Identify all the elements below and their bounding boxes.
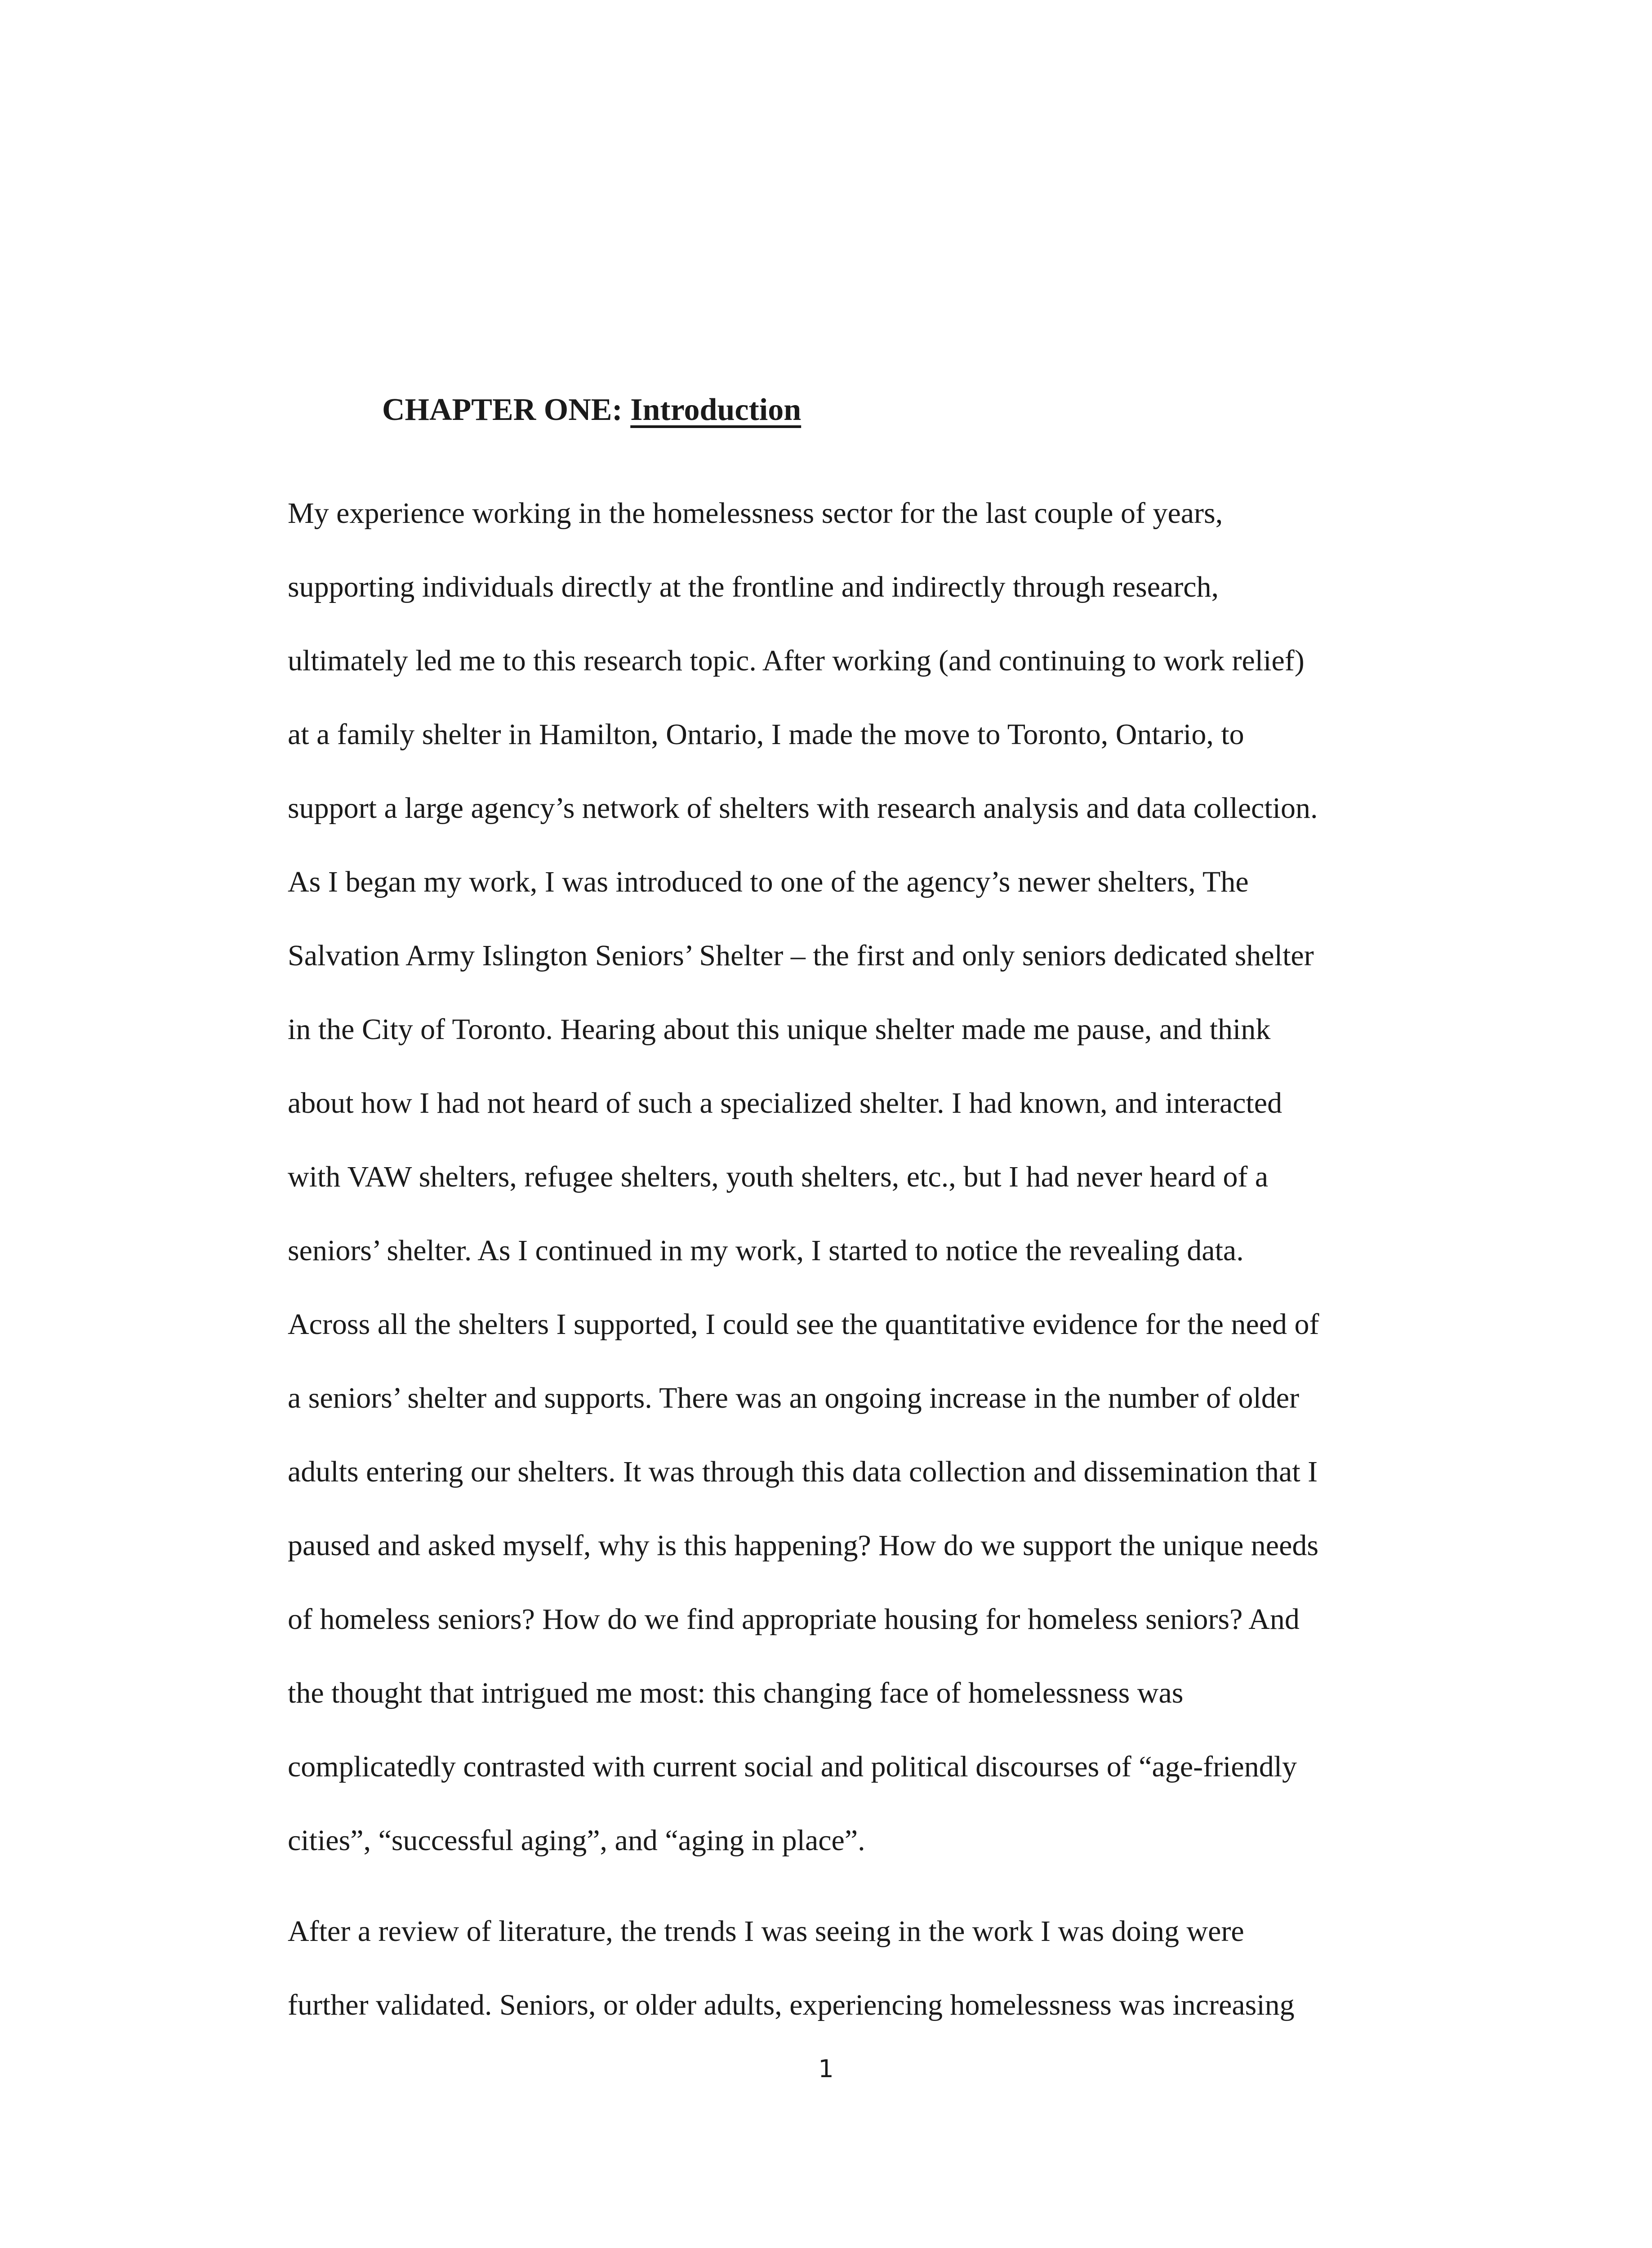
text-line: After a review of literature, the trends I was seeing in the work I was doing were (288, 1915, 1244, 1948)
text-line: further validated. Seniors, or older adults, experiencing homelessness was increasing (288, 1989, 1295, 2021)
text-line: the thought that intrigued me most: this changing face of homelessness was (288, 1677, 1184, 1709)
text-line: As I began my work, I was introduced to one of the agency’s newer shelters, The (288, 865, 1249, 898)
text-line: Salvation Army Islington Seniors’ Shelter – the first and only seniors dedicated shelter (288, 939, 1314, 972)
text-line: a seniors’ shelter and supports. There was an ongoing increase in the number of older (288, 1382, 1300, 1414)
chapter-heading (382, 388, 801, 433)
text-line: cities”, “successful aging”, and “aging in place”. (288, 1824, 865, 1857)
page-number: 1 (818, 2055, 834, 2083)
text-line: of homeless seniors? How do we find appropriate housing for homeless seniors? And (288, 1603, 1300, 1636)
text-line: seniors’ shelter. As I continued in my work, I started to notice the revealing data. (288, 1234, 1244, 1267)
text-line: with VAW shelters, refugee shelters, youth shelters, etc., but I had never heard of a (288, 1160, 1269, 1193)
text-line: support a large agency’s network of shelters with research analysis and data collection. (288, 792, 1318, 825)
text-line: in the City of Toronto. Hearing about this unique shelter made me pause, and think (288, 1013, 1271, 1046)
text-line: adults entering our shelters. It was through this data collection and dissemination that I (288, 1455, 1318, 1488)
chapter-number: CHAPTER ONE: (382, 393, 631, 427)
text-line: ultimately led me to this research topic. After working (and continuing to work relief) (288, 644, 1305, 677)
text-line: at a family shelter in Hamilton, Ontario, I made the move to Toronto, Ontario, to (288, 718, 1244, 751)
text-line: complicatedly contrasted with current social and political discourses of “age-friendly (288, 1750, 1297, 1783)
text-line: about how I had not heard of such a specialized shelter. I had known, and interacted (288, 1087, 1282, 1120)
text-line: paused and asked myself, why is this happening? How do we support the unique needs (288, 1529, 1319, 1562)
text-line: supporting individuals directly at the frontline and indirectly through research, (288, 571, 1219, 603)
chapter-title: Introduction (630, 393, 802, 427)
text-line: Across all the shelters I supported, I could see the quantitative evidence for the need of (288, 1308, 1319, 1341)
text-line: My experience working in the homelessness sector for the last couple of years, (288, 497, 1223, 530)
